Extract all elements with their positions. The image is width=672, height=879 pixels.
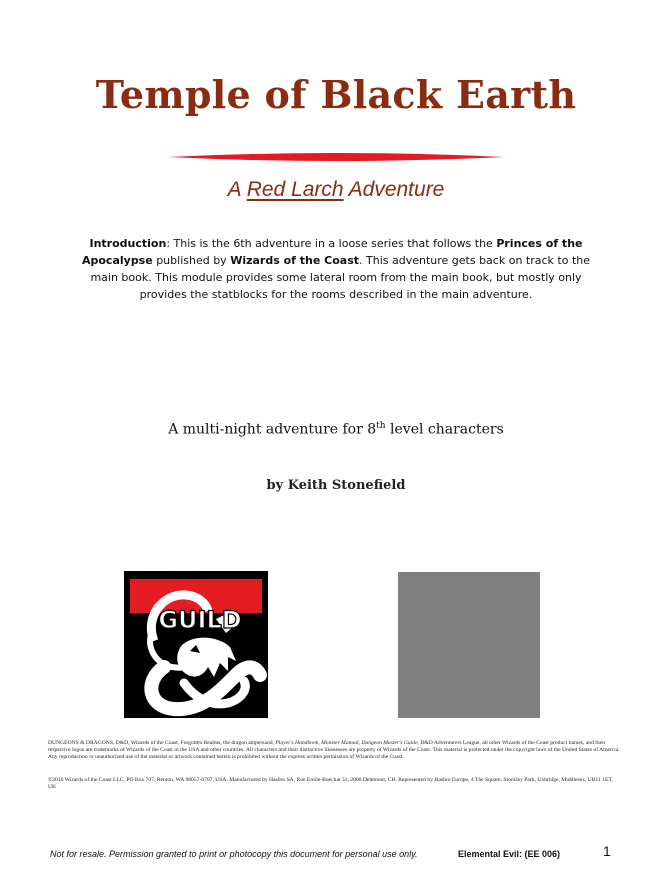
footer-module-code: Elemental Evil: (EE 006) [458,849,561,859]
document-subtitle [0,178,672,202]
footer-resale-notice: Not for resale. Permission granted to print or photocopy this document for personal use only. [50,849,418,859]
intro-text-3: . This adventure gets back on track to the main book. This module provides some lateral room from the main book, but mostly only provides the statblocks for the rooms described in the main adventure. [90,254,590,301]
author-byline: by Keith Stonefield [266,478,406,493]
subtitle-prefix: A [227,178,247,201]
legal-book-titles: Player's Handbook, Monster Manual, Dungeon Master's Guide, [275,740,419,746]
logo-text: GUILD [158,606,242,634]
intro-book-title: Princes of the Apocalypse [81,237,583,267]
tagline-suffix: level characters [385,421,504,438]
document-title: Temple of Black Earth [95,72,577,117]
tagline-prefix: A multi-night adventure for 8 [168,421,377,438]
tagline-ordinal: th [376,421,386,431]
adventure-tagline [0,421,672,438]
intro-text-2: published by [152,254,231,267]
legal-text-a: DUNGEONS & DRAGONS, D&D, Wizards of the Coast, Forgotten Realms, the dragon ampersand, [48,740,276,746]
subtitle-suffix: Adventure [343,178,445,201]
image-placeholder [398,572,540,718]
decorative-rule [168,150,504,164]
subtitle-series-name: Red Larch [246,178,344,201]
intro-label: Introduction [89,237,167,250]
dnd-guild-ampersand-logo [124,571,268,718]
legal-text-b: D&D Adventurers League, all other Wizards of the Coast product names, and their respective logos are trademarks of Wizards of the Coast in the USA and other countries. All characters and their distinctive likenesses are property of Wizards of the Coast. This material is protected under the copyright laws of the United States of America. Any reproduction or unauthorized use of the material or artwork contained herein is prohibited without the express written permission of Wizards of the Coast. [48,740,620,760]
legal-copyright-notice: ©2016 Wizards of the Coast LLC, PO Box 707, Renton, WA 98057-0707, USA. Manufactured by Hasbro SA, Rue Emile-Boéchat 31, 2800 Delémont, CH. Represented by Hasbro Europe, 4 The Square, Stockley Park, Uxbridge, Middlesex, UB11 1ET, UK [48,777,613,790]
intro-text-1: : This is the 6th adventure in a loose series that follows the [166,237,497,250]
intro-publisher: Wizards of the Coast [230,254,360,267]
introduction-paragraph [72,235,600,303]
legal-trademark-notice [48,740,620,761]
page-number: 1 [603,843,611,859]
